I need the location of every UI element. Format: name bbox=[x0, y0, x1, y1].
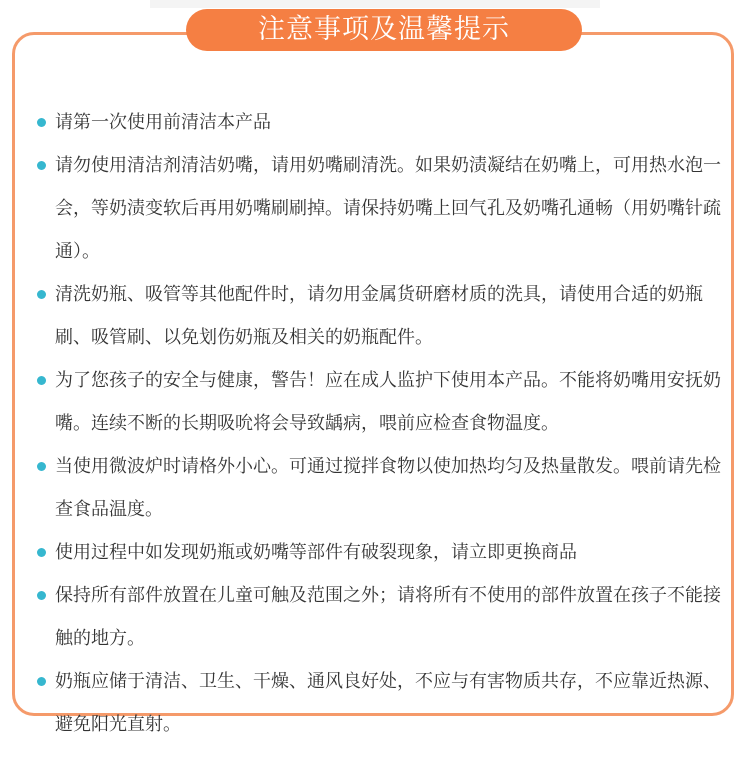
tip-text: 奶瓶应储于清洁、卫生、干燥、通风良好处，不应与有害物质共存，不应靠近热源、避免阳光直射。 bbox=[55, 671, 721, 735]
bullet-dot-icon bbox=[37, 161, 46, 170]
tip-text: 使用过程中如发现奶瓶或奶嘴等部件有破裂现象，请立即更换商品 bbox=[55, 542, 577, 563]
list-item bbox=[37, 359, 735, 445]
tip-text: 保持所有部件放置在儿童可触及范围之外；请将所有不使用的部件放置在孩子不能接触的地方。 bbox=[55, 585, 721, 649]
list-item bbox=[37, 445, 735, 531]
tip-text: 请第一次使用前清洁本产品 bbox=[55, 112, 271, 133]
notice-box bbox=[12, 32, 734, 735]
list-item bbox=[37, 531, 735, 574]
list-item bbox=[37, 144, 735, 273]
bullet-dot-icon bbox=[37, 118, 46, 127]
top-divider-strip bbox=[150, 0, 600, 8]
bullet-dot-icon bbox=[37, 677, 46, 686]
bullet-dot-icon bbox=[37, 591, 46, 600]
list-item bbox=[37, 574, 735, 660]
bullet-dot-icon bbox=[37, 290, 46, 299]
tip-text: 请勿使用清洁剂清洁奶嘴，请用奶嘴刷清洗。如果奶渍凝结在奶嘴上，可用热水泡一会，等奶渍变软后再用奶嘴刷刷掉。请保持奶嘴上回气孔及奶嘴孔通畅（用奶嘴针疏通）。 bbox=[55, 155, 721, 262]
bullet-dot-icon bbox=[37, 462, 46, 471]
tip-text: 为了您孩子的安全与健康，警告！应在成人监护下使用本产品。不能将奶嘴用安抚奶嘴。连续不断的长期吸吮将会导致龋病，喂前应检查食物温度。 bbox=[55, 370, 721, 434]
list-item bbox=[37, 101, 735, 144]
tip-text: 清洗奶瓶、吸管等其他配件时，请勿用金属货研磨材质的洗具，请使用合适的奶瓶刷、吸管刷、以免划伤奶瓶及相关的奶瓶配件。 bbox=[55, 284, 703, 348]
bullet-dot-icon bbox=[37, 376, 46, 385]
page-title: 注意事项及温馨提示 bbox=[186, 9, 582, 51]
list-item bbox=[37, 660, 735, 746]
tip-text: 当使用微波炉时请格外小心。可通过搅拌食物以使加热均匀及热量散发。喂前请先检查食品温度。 bbox=[55, 456, 721, 520]
bullet-dot-icon bbox=[37, 548, 46, 557]
list-item bbox=[37, 273, 735, 359]
tips-list bbox=[37, 101, 735, 746]
